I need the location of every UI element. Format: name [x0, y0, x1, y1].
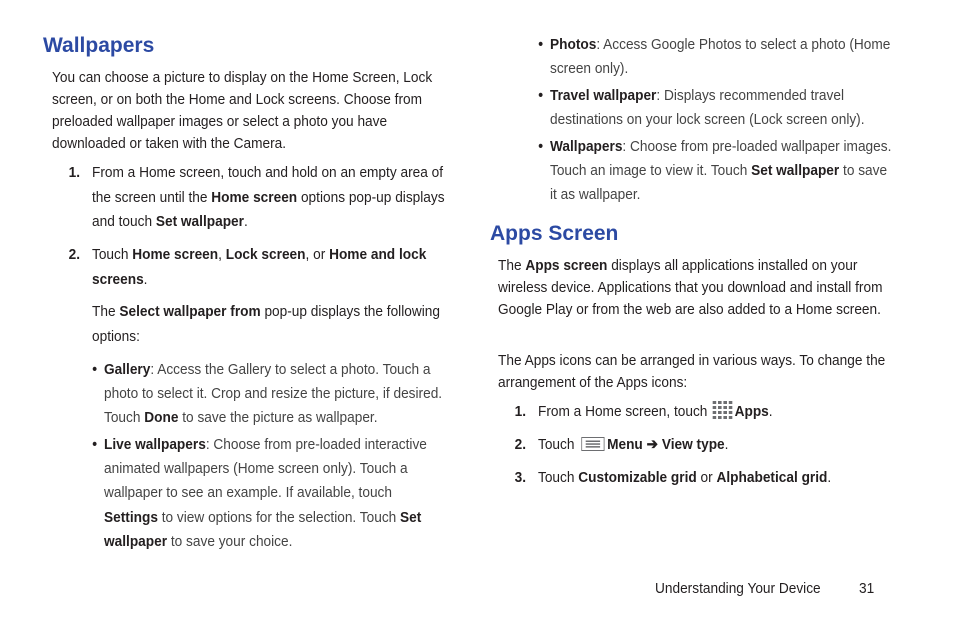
bullet-photos: • Photos: Access Google Photos to select a photo (Home screen only).	[538, 36, 891, 78]
apps-step-3: 3. Touch Customizable grid or Alphabetical grid.	[538, 466, 894, 491]
apps-step-1: 1. From a Home screen, touch Apps.	[538, 400, 894, 425]
bullet-wallpapers: • Wallpapers: Choose from pre-loaded wallpaper images. Touch an image to view it. Touch Set wallpaper to save it as wallpaper.	[538, 138, 892, 204]
apps-screen-heading: Apps Screen	[490, 222, 619, 245]
footer-section-title: Understanding Your Device	[655, 580, 821, 597]
bullet-gallery: • Gallery: Access the Gallery to select a photo. Touch a photo to select it. Crop and resize the picture, if desired. Touch Done to save the picture as wallpaper.	[92, 361, 443, 427]
menu-icon	[581, 437, 604, 451]
step-number: 2.	[68, 246, 81, 263]
apps-grid-icon	[713, 401, 733, 419]
apps-step-2: 2. Touch Menu ➔ View type.	[538, 433, 894, 458]
wallpapers-intro: You can choose a picture to display on the Home Screen, Lock screen, or on both the Home and Lock screens. Choose from preloaded wallpaper images or select a photo you have downloaded or taken with the Camera.	[52, 69, 433, 152]
step-number: 2.	[514, 436, 527, 453]
bullet-live-wallpapers: • Live wallpapers: Choose from pre-loaded interactive animated wallpapers (Home screen only). Touch a wallpaper to see an example. If available, touch Settings to view options for the selection. Touch Set wallpaper to save your choice.	[92, 436, 427, 550]
bullet-travel-wallpaper: • Travel wallpaper: Displays recommended travel destinations on your lock screen (Lock screen only).	[538, 87, 865, 129]
wallpapers-heading: Wallpapers	[43, 34, 155, 57]
footer-page-number: 31	[859, 580, 875, 597]
arrow-right-icon: ➔	[646, 436, 659, 453]
wallpapers-step-2: 2. Touch Home screen, Lock screen, or Home and lock screens.	[92, 243, 448, 292]
apps-screen-intro: The Apps screen displays all applications installed on your wireless device. Applications that you download and install from Google Play or from the web are also added to a Home screen.	[498, 257, 883, 318]
step-number: 3.	[514, 469, 527, 486]
wallpapers-step-1: 1. From a Home screen, touch and hold on an empty area of the screen until the Home screen options pop-up displays and touch Set wallpaper.	[92, 161, 448, 235]
step-number: 1.	[68, 164, 81, 181]
apps-icons-arrangement: The Apps icons can be arranged in various ways. To change the arrangement of the Apps icons:	[498, 352, 886, 391]
select-wallpaper-intro: The Select wallpaper from pop-up displays the following options:	[92, 303, 440, 345]
step-number: 1.	[514, 403, 527, 420]
